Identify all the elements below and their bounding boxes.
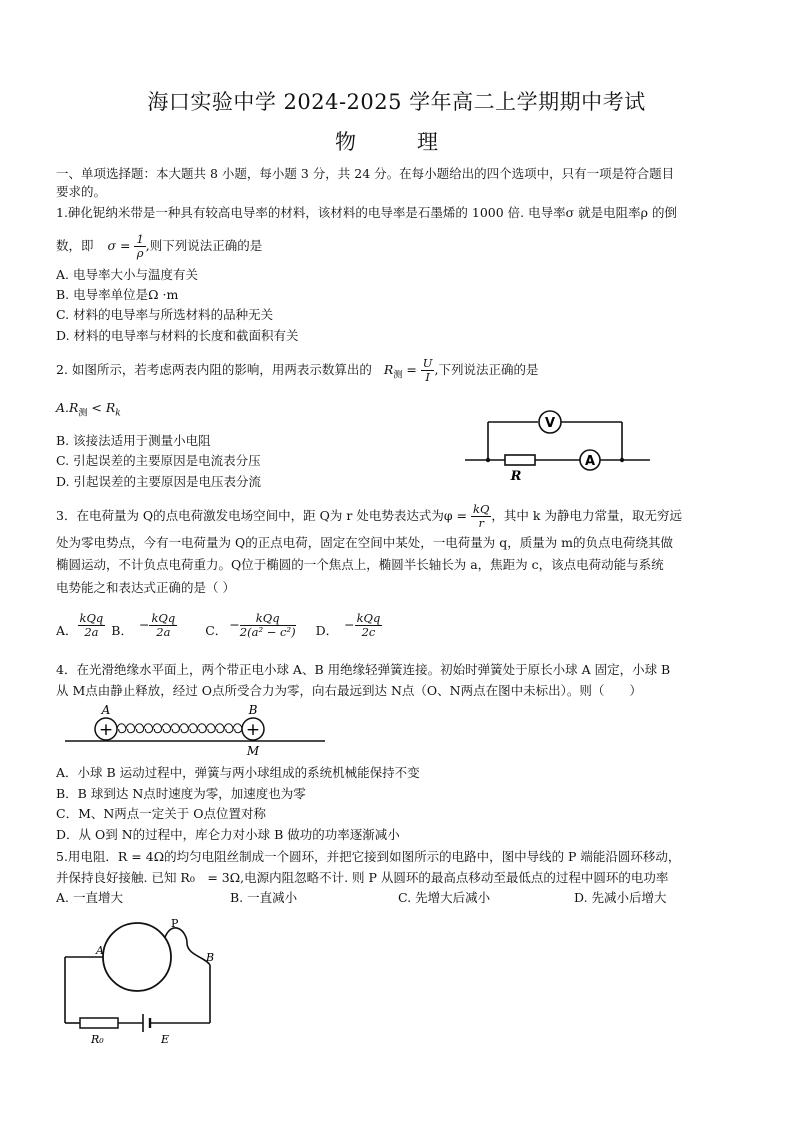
q2-option-a-sub2: k (115, 408, 121, 419)
q2-circuit-figure (460, 405, 660, 485)
ball-b-plus: + (245, 720, 261, 740)
q3-option-c-den: 2(a² − c²) (239, 625, 296, 639)
q2-line-pre: 2. 如图所示，若考虑两表内阻的影响，用两表示数算出的 (56, 362, 372, 377)
q3-option-a-num: kQq (79, 611, 104, 625)
q4-option-a: A．小球 B 运动过程中，弹簧与两小球组成的系统机械能保持不变 (56, 765, 420, 780)
q4-line1: 4．在光滑绝缘水平面上，两个带正电小球 A、B 用绝缘轻弹簧连接。初始时弹簧处于原长小球 A 固定，小球 B (56, 662, 671, 677)
q5-option-a: A. 一直增大 (56, 890, 123, 905)
q3-option-a-label: A． (56, 623, 78, 638)
q5-line1: 5.用电阻．R = 4Ω的均匀电阻丝制成一个圆环，并把它接到如图所示的电路中，图中导线的 P 端能沿圆环移动， (56, 849, 681, 864)
q2-line-post: ,下列说法正确的是 (434, 362, 539, 377)
q3-line1-pre: 3．在电荷量为 Q的点电荷激发电场空间中，距 Q为 r 处电势表达式为φ = (56, 508, 468, 523)
q1-option-c: C. 材料的电导率与所选材料的品种无关 (56, 307, 274, 322)
q3-line1-den: r (478, 516, 484, 530)
spring-icon (117, 724, 242, 733)
q5-ring-circuit-figure (55, 915, 225, 1050)
q3-option-c-label: C． (205, 623, 228, 638)
q1-line2-post: ,则下列说法正确的是 (145, 238, 263, 253)
q1-frac-num: 1 (136, 232, 144, 246)
q5-fig-label-b: B (206, 951, 215, 964)
q3-option-d-label: D． (315, 623, 339, 638)
q3-option-b-label: B． (111, 623, 133, 638)
q1-sigma: σ = (107, 238, 131, 253)
q1-line2-pre: 数，即 (56, 238, 94, 253)
q2-fig-r-label: R (510, 469, 522, 484)
section-instructions-line1: 一、单项选择题：本大题共 8 小题，每小题 3 分，共 24 分。在每小题给出的四个选项中，只有一项是符合题目 (56, 166, 675, 181)
q3-option-d-den: 2c (361, 625, 376, 639)
q1-frac-den: ρ (136, 246, 144, 260)
exam-title: 海口实验中学 2024-2025 学年高二上学期期中考试 (147, 90, 646, 114)
q3-option-d-sign: − (344, 617, 355, 632)
q3-option-a-fraction (78, 612, 106, 639)
q3-options (56, 612, 382, 639)
q4-line2: 从 M点由静止释放，经过 O点所受合力为零，向右最远到达 N点（O、N两点在图中未标出）。则（ ） (56, 683, 642, 698)
q2-r-sub: 测 (393, 370, 403, 381)
q2-frac-den: I (425, 370, 430, 384)
q3-option-a-den: 2a (84, 625, 99, 639)
q1-line2 (56, 233, 262, 260)
resistor-ring-icon (103, 923, 171, 991)
q5-option-c: C. 先增大后减小 (398, 890, 491, 905)
q3-option-c-sign: − (229, 617, 240, 632)
q1-option-a: A. 电导率大小与温度有关 (56, 267, 198, 282)
ball-a-plus: + (98, 720, 114, 740)
q3-option-d-num: kQq (356, 611, 381, 625)
q2-option-d: D. 引起误差的主要原因是电压表分流 (56, 474, 262, 489)
q2-line (56, 357, 538, 384)
q2-fig-v-label: V (544, 416, 556, 431)
q4-spring-figure (60, 700, 330, 760)
q2-eq: = (406, 362, 417, 377)
q2-option-a-post: < R (87, 400, 116, 415)
q2-fraction (421, 357, 435, 384)
q3-line4: 电势能之和表达式正确的是（ ） (56, 580, 235, 595)
q3-line2: 处为零电势点，今有一电荷量为 Q的正点电荷，固定在空间中某处，一电荷量为 q，质量为 m的负点电荷绕其做 (56, 535, 674, 550)
q3-line1-post: ，其中 k 为静电力常量，取无穷远 (491, 508, 682, 523)
q3-line1-fraction (471, 503, 491, 530)
q2-option-b: B. 该接法适用于测量小电阻 (56, 433, 211, 448)
q4-option-c: C．M、N两点一定关于 O点位置对称 (56, 806, 267, 821)
q3-option-b-fraction (149, 612, 177, 639)
q4-fig-label-a: A (101, 703, 111, 717)
q4-fig-label-m: M (246, 744, 260, 758)
resistor-icon (505, 455, 535, 465)
q4-option-b: B．B 球到达 N点时速度为零，加速度也为零 (56, 786, 306, 801)
q3-option-d-fraction (355, 612, 383, 639)
q5-fig-label-e: E (161, 1033, 170, 1046)
q1-option-b: B. 电导率单位是Ω ·m (56, 287, 179, 302)
q5-fig-label-a: A (96, 944, 104, 957)
q4-fig-label-b: B (248, 703, 258, 717)
section-instructions-line2: 要求的。 (56, 184, 107, 199)
q2-option-a-sub: 测 (78, 408, 88, 419)
q3-line1-num: kQ (473, 502, 490, 516)
exam-subject: 物 理 (335, 130, 458, 154)
q2-option-a (56, 400, 121, 422)
q4-option-d: D．从 O到 N的过程中，库仑力对小球 B 做功的功率逐渐减小 (56, 827, 400, 842)
q5-option-d: D. 先减小后增大 (574, 890, 667, 905)
q5-fig-label-r0: R₀ (91, 1033, 104, 1046)
q3-option-c-num: kQq (240, 612, 296, 626)
q3-line3: 椭圆运动，不计负点电荷重力。Q位于椭圆的一个焦点上，椭圆半长轴长为 a，焦距为 c，该点电荷动能与系统 (56, 557, 664, 572)
q2-r-label: R (383, 362, 394, 377)
q3-option-b-den: 2a (156, 625, 171, 639)
q3-option-c-fraction (240, 612, 296, 639)
q5-option-b: B. 一直减小 (230, 890, 298, 905)
q2-option-a-pre: A.R (56, 400, 79, 415)
q3-option-b-sign: − (138, 617, 150, 632)
r0-resistor-icon (80, 1018, 118, 1028)
q1-line1: 1.砷化铌纳米带是一种具有较高电导率的材料，该材料的电导率是石墨烯的 1000 倍. 电导率σ 就是电阻率ρ 的倒 (56, 205, 677, 220)
q3-option-b-num: kQq (151, 611, 176, 625)
q5-fig-label-p: P (171, 917, 179, 930)
q3-line1 (56, 503, 682, 530)
q5-line2: 并保持良好接触. 已知 R₀ = 3Ω,电源内阻忽略不计. 则 P 从圆环的最高点移动至最低点的过程中圆环的电功率 (56, 870, 669, 885)
q1-option-d: D. 材料的电导率与材料的长度和截面积有关 (56, 328, 299, 343)
q2-fig-a-label: A (584, 454, 596, 469)
q2-option-c: C. 引起误差的主要原因是电流表分压 (56, 453, 261, 468)
q1-fraction (134, 233, 145, 260)
q2-frac-num: U (422, 356, 433, 370)
